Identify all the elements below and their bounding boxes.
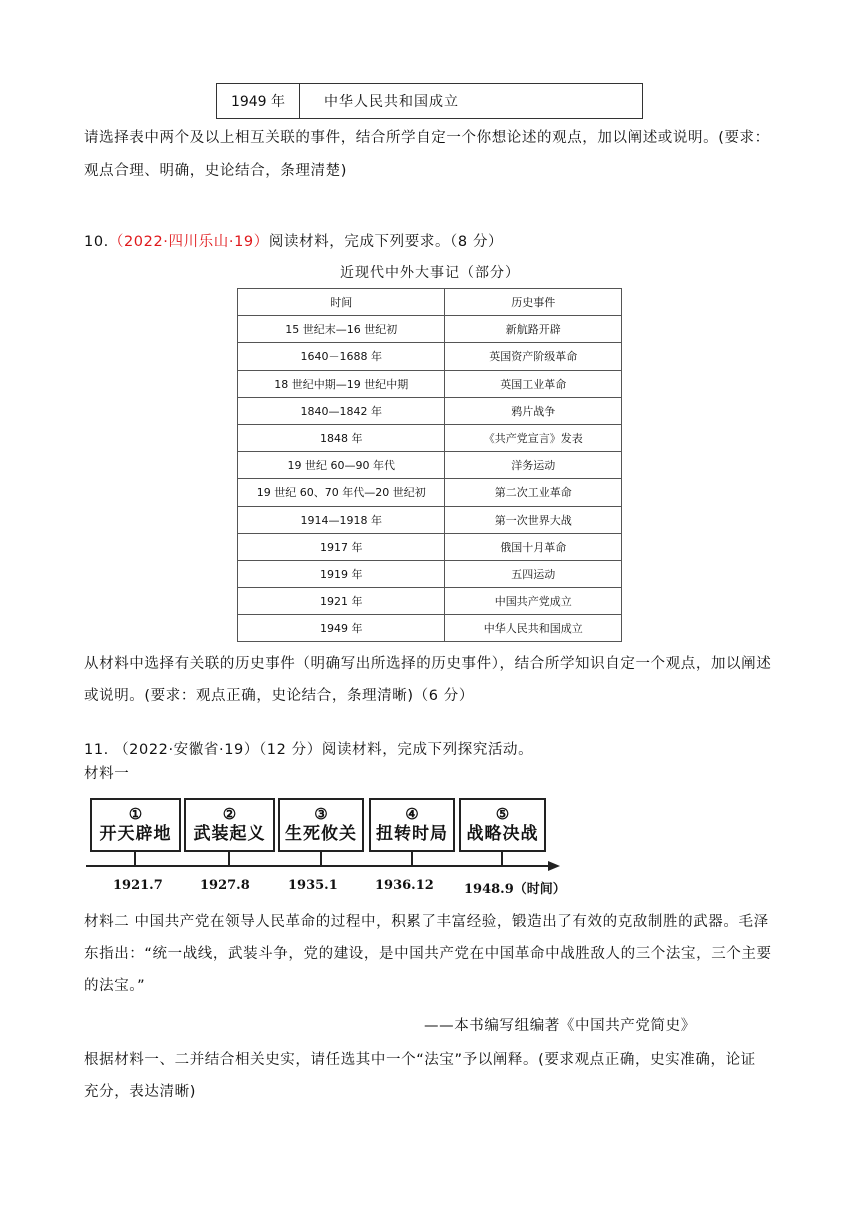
q11-prompt-line2: 充分，表达清晰) [84,1084,196,1100]
timeline-date: 1936.12 [375,878,434,893]
q10-prompt-line1: 从材料中选择有关联的历史事件（明确写出所选择的历史事件），结合所学知识自定一个观点，加以阐述 [84,656,772,672]
q10-text: 阅读材料，完成下列要求。（8 分） [268,234,504,250]
q10-source: （2022·四川乐山·19） [108,234,269,250]
row-event: 中华人民共和国成立 [445,615,622,642]
row-event: 中国共产党成立 [445,588,622,615]
row-time: 1917 年 [238,533,445,560]
material1-label: 材料一 [84,766,130,782]
events-table-title: 近现代中外大事记（部分） [340,265,520,281]
events-table [237,288,622,642]
table-row [238,533,622,560]
timeline-label: 战略决战 [466,824,539,844]
table-row [238,588,622,615]
table-row [238,370,622,397]
row-event: 第一次世界大战 [445,506,622,533]
row-time: 1848 年 [238,424,445,451]
row-time: 19 世纪 60—90 年代 [238,452,445,479]
table-row [238,452,622,479]
table-row [238,506,622,533]
q10-prompt-line2: 或说明。(要求：观点正确，史论结合，条理清晰)（6 分） [84,688,474,704]
row-time: 19 世纪 60、70 年代—20 世纪初 [238,479,445,506]
material2-line2: 东指出：“统一战线，武装斗争，党的建设，是中国共产党在中国革命中战胜敌人的三个法宝，三个主要 [84,946,772,962]
timeline-num: ② [222,805,237,823]
row-event: 新航路开辟 [445,316,622,343]
row-event: 英国资产阶级革命 [445,343,622,370]
row-event: 鸦片战争 [445,397,622,424]
timeline-label: 生死攸关 [285,824,357,844]
row-time: 1949 年 [238,615,445,642]
row-event: 《共产党宣言》发表 [445,424,622,451]
header-event: 历史事件 [445,289,622,316]
timeline-num: ⑤ [495,805,510,823]
timeline-date: 1921.7 [113,878,163,893]
timeline-box-3 [278,798,364,852]
header-time: 时间 [238,289,445,316]
table-row [238,343,622,370]
material2-line3: 的法宝。” [84,978,146,994]
time-axis-label: （时间） [513,882,566,897]
timeline-num: ④ [405,805,419,823]
row-event: 五四运动 [445,560,622,587]
timeline-date: 1935.1 [288,878,338,893]
timeline-date: 1948.9 [464,882,514,897]
timeline-box-1 [90,798,181,852]
row-time: 15 世纪末—16 世纪初 [238,316,445,343]
timeline-axis-arrow-icon [86,858,562,874]
q11-header: 11. （2022·安徽省·19）（12 分）阅读材料，完成下列探究活动。 [84,742,534,758]
row-time: 1914—1918 年 [238,506,445,533]
q9-prompt-line1: 请选择表中两个及以上相互关联的事件，结合所学自定一个你想论述的观点，加以阐述或说明。(要求： [84,130,770,146]
timeline-label: 武装起义 [193,824,266,844]
timeline-label: 扭转时局 [376,824,448,844]
material2-attribution: ——本书编写组编著《中国共产党简史》 [424,1018,696,1034]
timeline-num: ① [128,805,143,823]
timeline-label: 开天辟地 [99,824,172,844]
table-row [238,316,622,343]
timeline-num: ③ [314,805,328,823]
top-table-year: 1949 年 [217,84,300,118]
material2-line1: 材料二 中国共产党在领导人民革命的过程中，积累了丰富经验，锻造出了有效的克敌制胜的武器。毛泽 [84,914,769,930]
row-time: 18 世纪中期—19 世纪中期 [238,370,445,397]
timeline-box-4 [369,798,455,852]
table-row [238,615,622,642]
table-row [238,560,622,587]
row-event: 第二次工业革命 [445,479,622,506]
row-time: 1921 年 [238,588,445,615]
timeline-date-last [464,878,566,897]
table-row [238,479,622,506]
q10-number: 10. [84,234,109,250]
q10-header [84,232,503,252]
row-event: 俄国十月革命 [445,533,622,560]
top-table-row [216,83,643,119]
table-row [238,424,622,451]
events-table-header-row [238,289,622,316]
timeline-box-2 [184,798,275,852]
timeline-date: 1927.8 [200,878,250,893]
q11-prompt-line1: 根据材料一、二并结合相关史实，请任选其中一个“法宝”予以阐释。(要求观点正确，史实准确，论证 [84,1052,756,1068]
row-time: 1919 年 [238,560,445,587]
row-event: 英国工业革命 [445,370,622,397]
row-time: 1640－1688 年 [238,343,445,370]
top-table-event: 中华人民共和国成立 [324,94,459,110]
row-event: 洋务运动 [445,452,622,479]
row-time: 1840—1842 年 [238,397,445,424]
timeline-box-5 [459,798,546,852]
table-row [238,397,622,424]
q9-prompt-line2: 观点合理、明确，史论结合，条理清楚) [84,163,347,179]
